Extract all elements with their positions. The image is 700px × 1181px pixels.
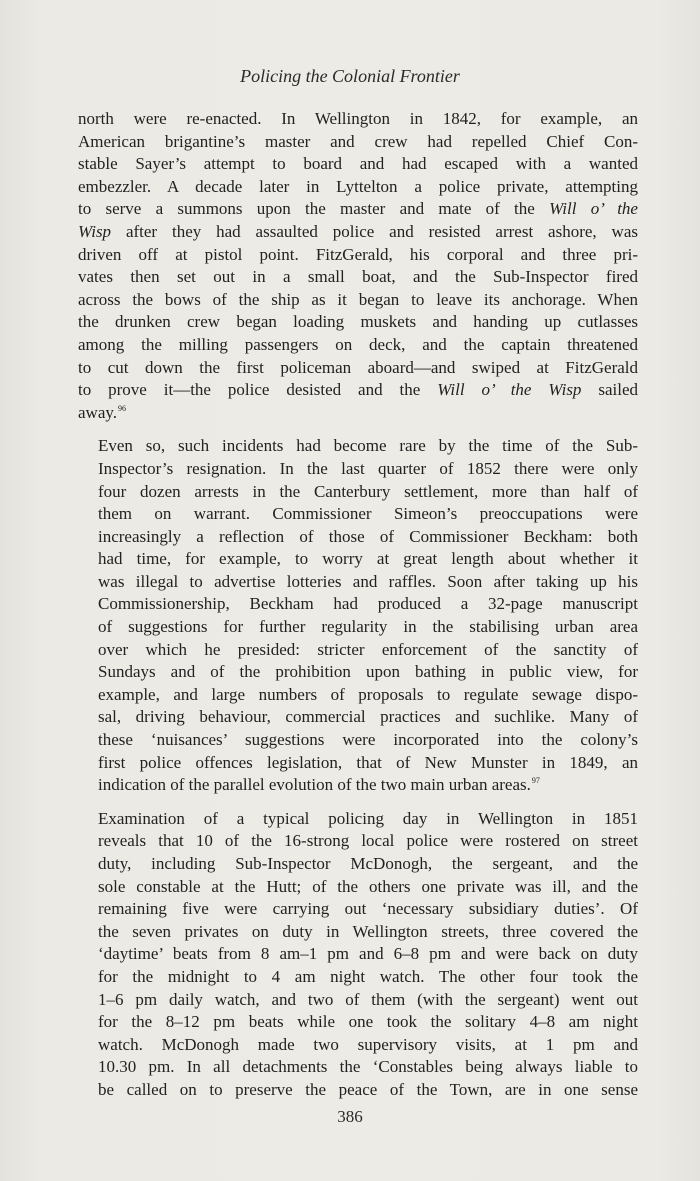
text-line bbox=[78, 1056, 638, 1079]
text-segment: these ‘nuisances’ suggestions were incorporated into the colony’s bbox=[98, 730, 638, 750]
text-line bbox=[78, 244, 638, 267]
text-line bbox=[78, 966, 638, 989]
text-segment: over which he presided: stricter enforcement of the sanctity of bbox=[98, 639, 638, 659]
text-segment: four dozen arrests in the Canterbury settlement, more than half of bbox=[98, 481, 638, 501]
text-line bbox=[78, 898, 638, 921]
text-segment: embezzler. A decade later in Lyttelton a police private, attempting bbox=[78, 176, 638, 196]
text-line bbox=[78, 684, 638, 707]
text-segment: north were re-enacted. In Wellington in 1842, for example, an bbox=[78, 109, 638, 128]
text-segment: be called on to preserve the peace of the Town, are in one sense bbox=[98, 1079, 638, 1099]
text-line bbox=[78, 876, 638, 899]
text-segment: ‘daytime’ beats from 8 am–1 pm and 6–8 pm and were back on duty bbox=[98, 944, 638, 964]
text-segment: Inspector’s resignation. In the last quarter of 1852 there were only bbox=[98, 458, 638, 478]
text-line bbox=[78, 639, 638, 662]
text-segment: after they had assaulted police and resisted arrest ashore, was bbox=[111, 221, 638, 241]
text-line bbox=[78, 989, 638, 1012]
running-head: Policing the Colonial Frontier bbox=[240, 66, 460, 86]
text-segment: first police offences legislation, that of New Munster in 1849, an bbox=[98, 752, 638, 772]
text-segment: of suggestions for further regularity in the stabilising urban area bbox=[98, 617, 638, 637]
italic-text: Will o’ the Wisp bbox=[437, 380, 582, 400]
text-segment: away. bbox=[78, 402, 118, 422]
text-segment: had time, for example, to worry at great length about whether it bbox=[98, 549, 638, 569]
text-segment: driven off at pistol point. FitzGerald, his corporal and three pri- bbox=[78, 244, 638, 264]
text-segment: stable Sayer’s attempt to board and had escaped with a wanted bbox=[78, 154, 638, 174]
text-segment: remaining five were carrying out ‘necessary subsidiary duties’. Of bbox=[98, 899, 638, 919]
paragraph bbox=[78, 808, 638, 1102]
text-line bbox=[78, 435, 638, 458]
text-segment: Sundays and of the prohibition upon bathing in public view, for bbox=[98, 662, 638, 682]
text-segment: watch. McDonogh made two supervisory visits, at 1 pm and bbox=[98, 1034, 638, 1054]
italic-text: Wisp bbox=[78, 221, 112, 241]
text-segment: among the milling passengers on deck, and the captain threatened bbox=[78, 334, 638, 354]
text-segment: indication of the parallel evolution of the two main urban areas. bbox=[98, 775, 531, 795]
text-line bbox=[78, 1079, 638, 1102]
text-segment: sal, driving behaviour, commercial practices and suchlike. Many of bbox=[98, 707, 638, 727]
footnote-ref: 96 bbox=[118, 403, 127, 413]
text-segment: them on warrant. Commissioner Simeon’s preoccupations were bbox=[98, 504, 638, 524]
text-segment: vates then set out in a small boat, and the Sub-Inspector fired bbox=[78, 267, 638, 287]
text-line bbox=[78, 774, 638, 797]
text-line bbox=[78, 661, 638, 684]
paragraph bbox=[78, 435, 638, 797]
text-line bbox=[78, 379, 638, 402]
text-line bbox=[78, 526, 638, 549]
text-line bbox=[78, 153, 638, 176]
text-segment: 1–6 pm daily watch, and two of them (with the sergeant) went out bbox=[98, 989, 638, 1009]
text-line bbox=[78, 616, 638, 639]
text-line bbox=[78, 503, 638, 526]
text-line bbox=[78, 458, 638, 481]
text-line bbox=[78, 706, 638, 729]
text-line bbox=[78, 1034, 638, 1057]
text-line bbox=[78, 289, 638, 312]
paragraph bbox=[78, 108, 638, 424]
text-segment: for the midnight to 4 am night watch. The other four took the bbox=[98, 966, 638, 986]
text-line bbox=[78, 921, 638, 944]
text-segment: across the bows of the ship as it began to leave its anchorage. When bbox=[78, 289, 638, 309]
text-line bbox=[78, 571, 638, 594]
text-line bbox=[78, 548, 638, 571]
text-line bbox=[78, 729, 638, 752]
page-number: 386 bbox=[337, 1107, 363, 1126]
text-segment: duty, including Sub-Inspector McDonogh, the sergeant, and the bbox=[98, 854, 638, 873]
text-segment: the seven privates on duty in Wellington streets, three covered the bbox=[98, 921, 638, 941]
text-line bbox=[78, 808, 638, 831]
footnote-ref: 97 bbox=[531, 776, 540, 786]
text-segment: increasingly a reflection of those of Commissioner Beckham: both bbox=[98, 526, 638, 546]
text-line bbox=[78, 198, 638, 221]
text-line bbox=[78, 752, 638, 775]
text-line bbox=[78, 943, 638, 966]
text-line bbox=[78, 221, 638, 244]
text-segment: 10.30 pm. In all detachments the ‘Constables being always liable to bbox=[98, 1057, 638, 1077]
text-segment: sole constable at the Hutt; of the others one private was ill, and the bbox=[98, 876, 638, 896]
text-line bbox=[78, 830, 638, 853]
text-segment: to serve a summons upon the master and mate of the bbox=[78, 199, 550, 219]
text-line bbox=[78, 1011, 638, 1034]
text-segment: sailed bbox=[581, 380, 638, 400]
text-segment: was illegal to advertise lotteries and raffles. Soon after taking up his bbox=[98, 571, 638, 591]
text-segment: American brigantine’s master and crew had repelled Chief Con- bbox=[78, 131, 638, 151]
italic-text: Will o’ the bbox=[549, 199, 638, 219]
text-line bbox=[78, 853, 638, 876]
text-line bbox=[78, 357, 638, 380]
text-line bbox=[78, 131, 638, 154]
text-segment: to cut down the first policeman aboard—and swiped at FitzGerald bbox=[78, 357, 638, 377]
text-line bbox=[78, 334, 638, 357]
text-segment: to prove it—the police desisted and the bbox=[78, 380, 438, 400]
text-segment: Examination of a typical policing day in Wellington in 1851 bbox=[98, 808, 638, 828]
text-segment: Even so, such incidents had become rare by the time of the Sub- bbox=[98, 436, 638, 456]
text-segment: reveals that 10 of the 16-strong local police were rostered on street bbox=[98, 831, 638, 851]
text-line bbox=[78, 108, 638, 131]
text-segment: the drunken crew began loading muskets and handing up cutlasses bbox=[78, 312, 638, 332]
body-text bbox=[78, 108, 638, 1102]
text-line bbox=[78, 176, 638, 199]
text-line bbox=[78, 402, 638, 425]
text-line bbox=[78, 311, 638, 334]
text-line bbox=[78, 266, 638, 289]
text-segment: Commissionership, Beckham had produced a 32-page manuscript bbox=[98, 594, 638, 614]
text-line bbox=[78, 593, 638, 616]
text-segment: example, and large numbers of proposals to regulate sewage dispo- bbox=[98, 684, 638, 704]
text-line bbox=[78, 481, 638, 504]
text-segment: for the 8–12 pm beats while one took the solitary 4–8 am night bbox=[98, 1012, 638, 1032]
